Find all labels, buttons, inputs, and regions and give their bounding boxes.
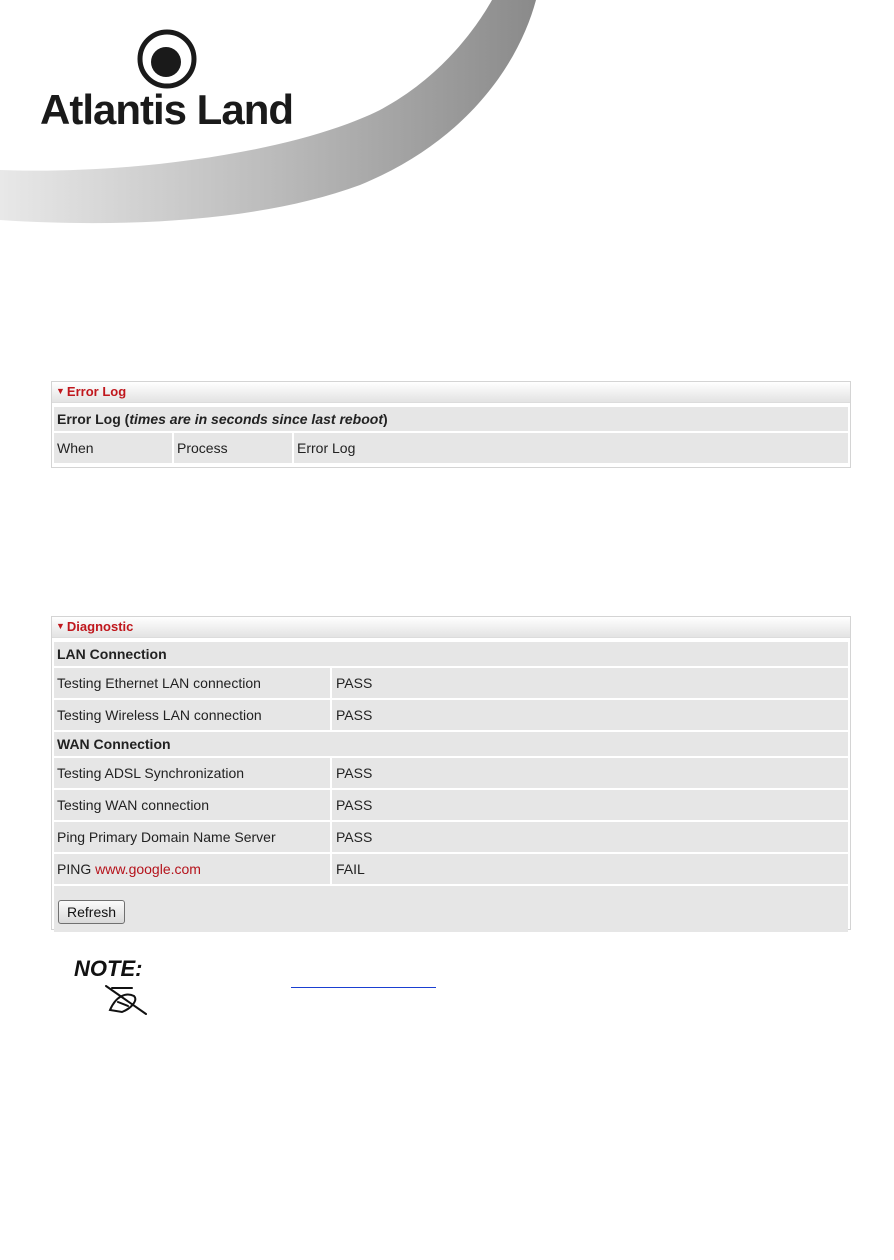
- error-log-header: [54, 407, 848, 431]
- column-process: Process: [174, 433, 294, 463]
- refresh-row: [54, 886, 848, 932]
- error-log-header-end: ): [383, 411, 388, 427]
- ping-row: [54, 854, 848, 884]
- table-row: [54, 758, 848, 788]
- diagnostic-panel: [51, 616, 851, 930]
- test-label: Testing WAN connection: [54, 790, 332, 820]
- error-log-panel: [51, 381, 851, 468]
- test-label: Testing ADSL Synchronization: [54, 758, 332, 788]
- column-error-log: Error Log: [297, 440, 356, 456]
- test-status: PASS: [336, 829, 373, 845]
- brand-name: Atlantis Land: [40, 86, 294, 133]
- error-log-columns-row: [54, 433, 848, 463]
- ping-host-link[interactable]: www.google.com: [95, 861, 201, 877]
- lan-section-row: [54, 642, 848, 666]
- error-log-title-text: Error Log: [66, 384, 127, 399]
- diagnostic-title: [52, 617, 850, 638]
- ping-prefix: PING: [57, 861, 96, 877]
- column-when: When: [54, 433, 174, 463]
- test-status: PASS: [336, 797, 373, 813]
- diagnostic-title-text: Diagnostic: [66, 619, 134, 634]
- table-row: [54, 790, 848, 820]
- refresh-button[interactable]: Refresh: [58, 900, 125, 924]
- error-log-title: [52, 382, 850, 403]
- note-link-underline[interactable]: [291, 970, 436, 988]
- collapse-triangle-icon[interactable]: ▼: [56, 386, 65, 396]
- hand-writing-icon: [72, 952, 156, 1018]
- test-status: PASS: [336, 765, 373, 781]
- test-label: Ping Primary Domain Name Server: [54, 822, 332, 852]
- ping-status: FAIL: [336, 861, 365, 877]
- note-label: NOTE:: [74, 956, 143, 981]
- test-label: Testing Wireless LAN connection: [54, 700, 332, 730]
- logo-circle-icon: [136, 28, 198, 90]
- wan-section-row: [54, 732, 848, 756]
- error-log-header-text: Error Log (: [57, 411, 130, 427]
- table-row: [54, 822, 848, 852]
- ping-label: [54, 854, 332, 884]
- lan-section-label: LAN Connection: [57, 646, 167, 662]
- test-status: PASS: [336, 707, 373, 723]
- error-log-header-row: [54, 407, 848, 431]
- wan-section-label: WAN Connection: [57, 736, 171, 752]
- test-label: Testing Ethernet LAN connection: [54, 668, 332, 698]
- test-status: PASS: [336, 675, 373, 691]
- atlantis-land-logo: [40, 28, 294, 138]
- table-row: [54, 668, 848, 698]
- collapse-triangle-icon[interactable]: ▼: [56, 621, 65, 631]
- table-row: [54, 700, 848, 730]
- error-log-header-italic: times are in seconds since last reboot: [129, 411, 383, 427]
